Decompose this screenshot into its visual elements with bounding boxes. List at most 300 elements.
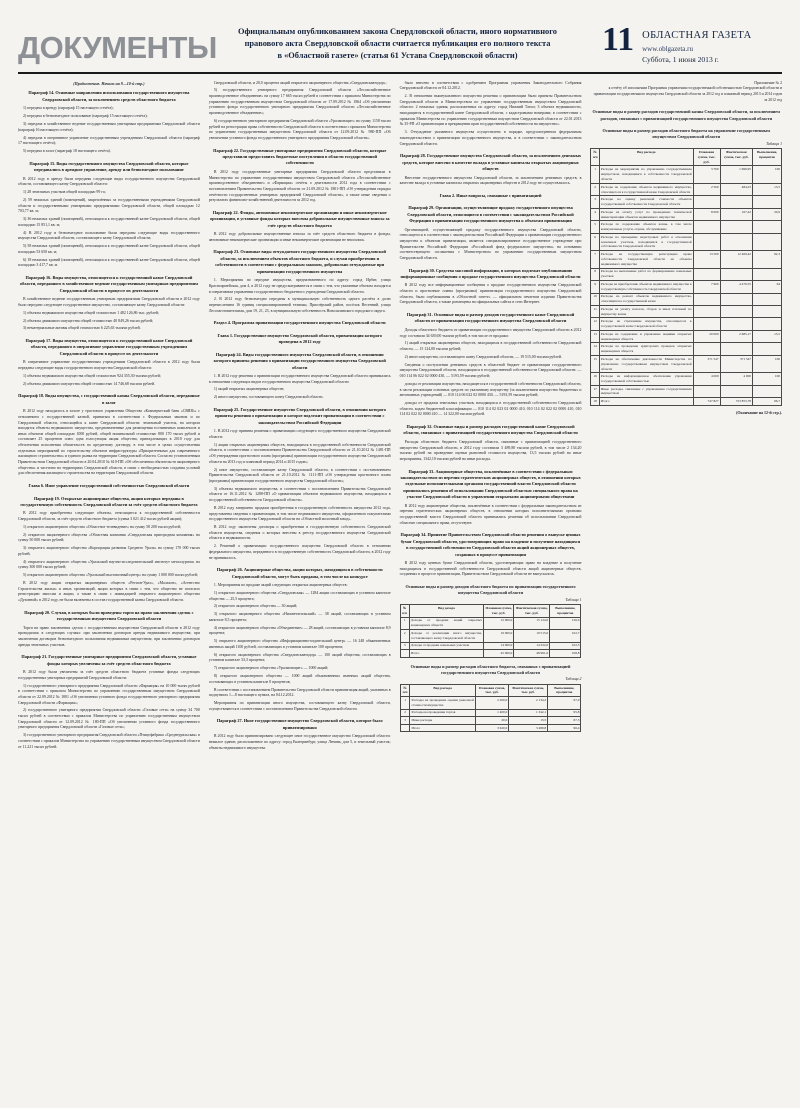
- paragraph-heading: Параграф 30. Средства массовой информации, в которых подлежат опубликованию информационные сообщения о продаже государственного имущества Свердловской области: [400, 267, 581, 279]
- table-cell: [400, 650, 409, 658]
- table-header-cell: Фактическая сумма, тыс. руб.: [514, 605, 550, 617]
- table-header-cell: Вид дохода: [409, 605, 483, 617]
- body-paragraph: 1. Мероприятия по продаже акций следующих открытых акционерных обществ:: [213, 583, 348, 588]
- body-paragraph: 1. В 2012 году решения о приватизации государственного имущества Свердловской области принимались в отношении следующих видов государственного имущества Свердловской области:: [208, 373, 391, 384]
- table-cell: 484,23: [720, 183, 752, 195]
- table-cell: 18: [591, 398, 599, 406]
- body-paragraph: В 2012 году заключены договоры о приобретении в государственную собственность Свердловской области имущества, сведения о которых внесены в реестр государственного имущества Свердловской области и недвижимости.: [208, 525, 391, 541]
- body-paragraph: 2) объекты движимого имущества общей стоимостью 14 746,68 тысячи рублей.: [23, 381, 156, 386]
- paragraph-heading: Параграф 16. Виды имущества, относящегося к государственной казне Свердловской области, переданного в хозяйственное ведение государственным унитарным предприятиям Свердловской области в процессе их деятельности: [19, 274, 198, 293]
- body-paragraph: 2) открытого акционерного общества «Областная компания «Свердловская пригородная компания» на сумму 50 000 тысяч рублей;: [18, 532, 200, 543]
- table-row: [591, 166, 782, 183]
- column-2: [209, 81, 391, 1081]
- body-paragraph: 1) объекты недвижимого имущества общей стоимостью 1 482 126,86 тыс. рублей;: [23, 310, 159, 315]
- table-cell: [753, 268, 782, 280]
- body-paragraph: 3) государственного унитарного предприятия Свердловской области «Птицефабрика «Среднеуральская» в соответствии с приказом Министерства по управлению государственным имуществом Свердловской области от 11.221 тысяч рублей.: [18, 733, 200, 749]
- paragraph-heading: Параграф 14. Основные направления использования государственного имущества Свердловской области, за исключением средств областного бюджета: [28, 90, 190, 102]
- table2-caption: Основные виды и размер расходов областного бюджета, связанных с приватизацией государственного имущества Свердловской области: [410, 663, 571, 675]
- body-paragraph: В 2012 году в аренду были переданы следующие виды государственного имущества Свердловской области, составляющего казну Свердловской области:: [18, 176, 200, 187]
- paper-name: ОБЛАСТНАЯ ГАЗЕТА: [642, 30, 752, 41]
- table-cell: 8 000: [693, 208, 720, 220]
- column-4: [590, 81, 782, 1081]
- table-cell: 8: [591, 268, 599, 280]
- table-row: [591, 208, 782, 220]
- table-cell: 100: [753, 166, 782, 183]
- body-paragraph: 6) открытого акционерного общества «Свердловскавтодор» — 100 акций общества, составляющих в уставном капитале 33,3 процента;: [208, 652, 391, 663]
- table-cell: [753, 305, 782, 317]
- table-cell: 1: [591, 166, 599, 183]
- table-cell: 4 479,55: [720, 281, 752, 293]
- body-paragraph: Организацией, осуществляющей продажу государственного имущества Свердловской области, относящегося в соответствии с законодательством Российской Федерации о приватизации государственного имущества к объектам приватизации, является специализированное государственное учреждение при Правительстве Российской Федерации «Российский фонд федерального имущества» на основании соответствующего соглашения с Министерством по управлению государственным имуществом Свердловской области.: [399, 227, 582, 260]
- table-cell: Расходы на содержание и управление акциями открытых акционерных обществ: [599, 330, 693, 342]
- table-cell: 67,5: [548, 717, 581, 725]
- table-cell: 102,3: [550, 642, 581, 650]
- table-row: [400, 642, 581, 650]
- body-paragraph: 5) открытого акционерного общества «Уральский выставочный центр» на сумму 1 000 000 тысяч рублей;: [23, 573, 198, 578]
- paragraph-heading: Параграф 21. Государственные унитарные предприятия Свердловской области, уставные фонды которых увеличены за счёт средств областного бюджета: [21, 654, 197, 666]
- table-cell: [753, 293, 782, 305]
- body-paragraph: доходы от продажи земельных участков, находящихся в государственной собственности Свердловской области, кодам бюджетной классификации — 010 114 02 023 02 0000 410, 010 114 02 022 02 0000 410, 010 114 02 022 02 0000 410 — 14 322,00 тысячи рублей.: [399, 401, 582, 417]
- table-row: [591, 305, 782, 317]
- body-paragraph: 1) акций открытых акционерных обществ, находящихся в государственной собственности Свердловской области, — 15 124,00 тысячи рублей;: [399, 341, 582, 352]
- table-cell: [400, 724, 410, 732]
- body-paragraph: 6) 18 нежилых зданий (помещений), относящихся к государственной казне Свердловской области, общей площадью 3 417,7 кв. м.: [18, 257, 200, 268]
- table-cell: [693, 268, 720, 280]
- table-cell: [720, 196, 752, 208]
- table-cell: Доходы от продажи земельных участков: [409, 642, 483, 650]
- appendix-title: Основные виды и размер расходов государственной казны Свердловской области, за исключением расходов, связанных с приватизацией государственного имущества Свердловской области: [592, 109, 780, 121]
- table-cell: 64: [753, 281, 782, 293]
- table-cell: 2: [400, 709, 410, 717]
- table-row: [591, 196, 782, 208]
- paragraph-heading: Параграф 25. Государственное имущество Свердловской области, в отношении которого приняты решения о приватизации и которое подлежит приватизации в соответствии с законодательством Российской Федерации: [213, 406, 386, 425]
- paragraph-heading: Глава 6. Иное управление государственной собственностью Свердловской области: [28, 483, 190, 489]
- body-paragraph: 5) государственного унитарного предприятия Свердловской области «Лесохозяйственное производственное объединение» на сумму 17 665 тысяч рублей в соответствии с приказом Министерства по управлению государственным имуществом Свердловской области от 17.09.2012 № 1864 «Об увеличении уставного фонда государственного унитарного предприятия Свердловской области «Лесохозяйственное производственное объединение»;: [208, 88, 391, 116]
- table-cell: 96,4: [548, 724, 581, 732]
- table-cell: 12 469,42: [720, 251, 752, 268]
- table-cell: Расходы на обеспечение деятельности Министерства по управлению государственным имуществом Свердловской области: [599, 355, 693, 372]
- table-cell: 12 000,0: [484, 617, 514, 629]
- table-cell: [753, 196, 782, 208]
- table-cell: Доходы от продажи акций открытых акционерных обществ: [409, 617, 483, 629]
- table-row: [591, 251, 782, 268]
- table-cell: Итого: [409, 650, 483, 658]
- body-paragraph: 3) нематериальные активы общей стоимостью 6 225,63 тысячи рублей.: [23, 326, 141, 331]
- table-cell: 16: [591, 373, 599, 385]
- table-row: [591, 293, 782, 305]
- body-paragraph: В 2012 году ценных бумаг Свердловской области, удостоверяющих право на владение и получение находящихся в государственной собственности Свердловской области акций акционерных обществ, созданных в процессе приватизации, Правительством Свердловской области не выпускалось.: [399, 561, 582, 577]
- body-paragraph: 2) передача в безвозмездное пользование (параграф 15 настоящего отчёта);: [23, 114, 148, 119]
- table2-number: Таблица 2: [565, 677, 582, 682]
- table-header-cell: Выполнение, процентов: [753, 149, 782, 166]
- section-title: ДОКУМЕНТЫ: [18, 30, 217, 65]
- table-cell: [693, 233, 720, 250]
- table-cell: 3 620,0: [475, 724, 508, 732]
- masthead: [18, 22, 782, 74]
- table-header-cell: Вид расхода: [410, 684, 475, 696]
- table-expenses: [590, 148, 782, 406]
- body-paragraph: 1) 28 земельных участков общей площадью 99 га;: [23, 190, 106, 195]
- body-paragraph: В 2012 году акционерные общества, исключённые в соответствии с федеральным законодательством из перечня стратегических акционерных обществ, в отношении которых исполнительными органами государственной власти Свердловской области принимались решения об использовании Свердловской областью специального права, отсутствуют.: [399, 503, 582, 525]
- table-cell: 1: [400, 617, 409, 629]
- body-paragraph: 7) открытого акционерного общества «Уралмонацит» — 1000 акций;: [213, 666, 329, 671]
- body-paragraph: 2) иное имущество, составляющее казну Свердловской области, в соответствии с постановлением Правительства Свердловской области от 21.10.2012 № 1111-ПП «Об утверждении прогнозного плана (программы) приватизации государственного имущества Свердловской области»;: [208, 467, 391, 483]
- body-paragraph: 2) объекты движимого имущества общей стоимостью 40 849,26 тысяч рублей;: [23, 318, 154, 323]
- table-cell: 10: [591, 293, 599, 305]
- body-paragraph: 1) передача в аренду (параграф 15 настоящего отчёта);: [23, 106, 114, 111]
- table-row: [400, 717, 581, 725]
- table-cell: 48 961,0: [514, 650, 550, 658]
- body-paragraph: Свердловской области, и 20,0 процента акций открытого акционерного общества «Свердловскавтодор»;: [213, 80, 387, 85]
- paragraph-heading: Параграф 31. Основные виды и размер доходов государственного казне Свердловской области от приватизации государственного имущества Свердловской области: [406, 312, 575, 324]
- body-paragraph: 1. В 2012 году приняты решения о приватизации следующего государственного имущества Свердловской области:: [208, 429, 391, 439]
- paragraph-heading: Параграф 15. Виды государственного имущества Свердловской области, которые передавались в арендное управление, аренду или безвозмездное пользование: [29, 160, 189, 173]
- table-cell: Расходы на ремонт объектов недвижимого имущества, относящихся к государственной казне: [599, 293, 693, 305]
- table-header-cell: Выполнение, процентов: [548, 684, 581, 696]
- body-paragraph: было внесено в соответствии с одобрением Программы управления Законодательного Собрания Свердловской области от 04.12.2012.: [399, 80, 582, 91]
- body-paragraph: 4) передача в оперативное управление государственным учреждениям Свердловской области (параграф 17 настоящего отчёта);: [18, 135, 200, 146]
- table-header-cell: Фактическая сумма, тыс. руб.: [720, 149, 752, 166]
- table-cell: Расходы на уплату налогов, сборов и иных платежей по имуществу казны: [599, 305, 693, 317]
- table-cell: Расходы на приобретение объектов недвижимого имущества в государственную собственность Свердловской области: [599, 281, 693, 293]
- table-cell: 96,7: [753, 398, 782, 406]
- table-cell: 5: [591, 221, 599, 233]
- table-header-cell: Плановая сумма, тыс. руб.: [475, 684, 508, 696]
- table-row: [591, 355, 782, 372]
- table-cell: Иные расходы, связанные с управлением государственным имуществом: [599, 385, 693, 397]
- table-row: [400, 617, 581, 629]
- table-cell: [693, 293, 720, 305]
- table-cell: Расходы на содержание объектов недвижимого имущества, относящегося к государственной казне Свердловской области: [599, 183, 693, 195]
- appendix-note: [590, 81, 782, 104]
- paragraph-heading: Параграф 24. Виды государственного имущества Свердловской области, в отношении которого приняты решения о приватизации государственного имущества Свердловской области: [213, 351, 386, 370]
- notice-line-3: в «Областной газете» (статья 61 Устава Свердловской области): [277, 51, 518, 61]
- body-paragraph: В 2012 году все информационные сообщения о продаже государственного имущества Свердловской области и прогнозные планы (программы) приватизации государственного имущества Свердловской области, были опубликованы в «Областной газете» — официальном печатном издании Правительства Свердловской области, а также размещены на официальных сайтах в сети Интернет.: [399, 283, 582, 305]
- table-cell: [720, 318, 752, 330]
- issue-date: Суббота, 1 июня 2013 г.: [642, 55, 719, 65]
- paragraph-heading: Параграф 22. Государственные унитарные предприятия Свердловской области, которые представили предоставить бюджетные поступления в области государственной собственности: [213, 147, 387, 166]
- page-number: 11: [602, 21, 635, 58]
- appendix-note-line: к отчёту об исполнении Программы управления государственной собственностью Свердловской области и приватизации государственного имущества Свердловской области за 2012 год и плановый период 2013 и 2014 годов за 2012 год: [593, 86, 783, 102]
- notice-line-1: Официальным опубликованием закона Свердловской области, иного нормативного: [237, 27, 557, 36]
- body-paragraph: 1) открытого акционерного общества «Областное телевидение» на сумму 58 200 тысяч рублей;: [23, 524, 182, 529]
- paragraph-heading: Параграф 18. Виды имущества, с государственной казны Свердловской области, переданные в залог: [18, 393, 200, 405]
- table-cell: Расходы на информационное обеспечение управления государственной собственностью: [599, 373, 693, 385]
- table-cell: 126,0: [550, 617, 581, 629]
- body-paragraph: 4) открытого акционерного общества «Объединение» — 28 акций, составляющих в уставном капитале 8,9 процента;: [208, 625, 391, 636]
- table-cell: Доходы от реализации иного имущества, составляющего казну Свердловской области: [409, 630, 483, 642]
- table-cell: [693, 221, 720, 233]
- body-paragraph: В соответствии с постановлением Правительства Свердловской области приватизация акций, указанных в подпунктах 1—8 настоящего пункта, на 04.12.2012.: [208, 687, 391, 698]
- table-cell: 3: [400, 717, 410, 725]
- table-cell: Расходы на проведение аудиторских проверок открытых акционерных обществ: [599, 343, 693, 355]
- table-cell: 1 342,1: [509, 709, 548, 717]
- paragraph-heading: Параграф 27. Иное государственное имущество Свердловской области, которое было приватизировано: [216, 718, 383, 730]
- table-cell: 747 827: [693, 398, 720, 406]
- table-cell: 20,0: [475, 717, 508, 725]
- paragraph-heading: Раздел 4. Программа приватизации государственного имущества Свердловской области: [213, 320, 386, 326]
- table-cell: Расходы на мероприятия по управлению государственным имуществом, находящимся в собственности Свердловской области: [599, 166, 693, 183]
- table-row: [400, 650, 581, 658]
- body-paragraph: 1. Мероприятия по передаче имущества, предназначенного по адресу: город Ирбит, улица Красноармейская, дом 4, в 2012 году не предусматриваются в связи с тем, что указанные объекты находятся в оперативном управлении государственного бюджетного учреждения Свердловской области.: [208, 278, 391, 294]
- table-cell: 9: [591, 281, 599, 293]
- table1-caption: Основные виды и размер доходов областного бюджета по приватизации государственного имущества Свердловской области: [405, 584, 576, 596]
- body-paragraph: 1) открытого акционерного общества «Свердловская» — 1284 акции составляющих в уставном капитале общества — 25,5 процента;: [208, 590, 391, 601]
- continuation-note: (Продолжение. Начало на 9—10-й стр.): [73, 80, 145, 86]
- table-row: [591, 183, 782, 195]
- table-cell: [693, 343, 720, 355]
- table-doxody: [400, 604, 582, 657]
- body-paragraph: 2) иного имущества, составляющего казну Свердловской области.: [213, 395, 324, 400]
- body-paragraph: 3. Отчуждение указанного имущества осуществлено в порядке, предусмотренном федеральным законодательством о приватизации государственного имущества, и в соответствии с законодательством Свердловской области.: [399, 130, 582, 146]
- body-paragraph: 4) открытого акционерного общества «Уральский научно-исследовательский институт металлургии» на сумму 300 000 тысяч рублей;: [18, 559, 200, 570]
- body-paragraph: 3) объекты недвижимого имущества, в соответствии с постановлением Правительства Свердловской области от 16.11.2012 № 1288-ПП «О приватизации объектов недвижимого имущества, находящихся в государственной собственности Свердловской области».: [208, 486, 391, 503]
- table-row: [591, 398, 782, 406]
- table-cell: [693, 305, 720, 317]
- paragraph-heading: Параграф 34. Принятие Правительством Свердловской области решения о выпуске ценных бумаг Свердловской области, удостоверяющих право на владение и получение находящихся в государственной собственности Свердловской области акций акционерных обществ, созданных в процессе приватизации: [400, 532, 581, 557]
- table-cell: [720, 233, 752, 250]
- body-paragraph: 2. В отношении вышеуказанного имущества решения о приватизации были приняты Правительством Свердловской области и Министерством по управлению государственным имуществом Свердловской области: 2 нежилых здания, расположенных по адресу: город Нижний Тагил; 3 объекта недвижимости, находящиеся в государственной казне Свердловской области, с кадастровыми номерами; в соответствии с приказом Министерства по управлению государственным имуществом Свердловской области от 22.01.2013 № 35-РП «О приватизации и прекращении прав государственной собственности на имущество».: [399, 94, 582, 127]
- table-row: [400, 697, 581, 709]
- table-cell: 15: [591, 355, 599, 372]
- table-header-cell: Вид расхода: [599, 149, 693, 166]
- notice-line-2: правового акта Свердловской области считается публикация его полного текста: [244, 39, 551, 49]
- body-paragraph: В оперативное управление государственным учреждениям Свердловской области в 2012 году были переданы следующие виды государственного имущества Свердловской области:: [18, 360, 200, 370]
- table-cell: 371 547: [720, 355, 752, 372]
- table-cell: 1: [400, 697, 410, 709]
- table-cell: Итого: [410, 724, 475, 732]
- table-cell: 1 699,95: [720, 166, 752, 183]
- table-cell: 2: [400, 630, 409, 642]
- column-3: [400, 81, 582, 1081]
- table-cell: Расходы на государственную регистрацию права собственности Свердловской области на объекты недвижимого имущества: [599, 251, 693, 268]
- table-cell: 1 400,0: [475, 709, 508, 717]
- body-paragraph: 5) открытого акционерного общества «Информационно-издательский центр» — 16 248 обыкновенных именных акций 1100 рублей, составляющих в уставном капитале 100 процентов;: [208, 639, 391, 649]
- paragraph-heading: Параграф 17. Виды имущества, относящегося к государственной казне Свердловской области, переданного в оперативное управление государственным учреждениям Свердловской области в процессе их деятельности: [25, 338, 193, 356]
- table-cell: 45 000,0: [484, 650, 514, 658]
- table-cell: 11: [591, 305, 599, 317]
- table-cell: [720, 221, 752, 233]
- table-header-cell: № п/п: [400, 605, 409, 617]
- table-cell: 2 200,0: [475, 697, 508, 709]
- table-cell: 6: [591, 233, 599, 250]
- body-paragraph: 4) В 2012 году в безвозмездное пользование были переданы следующие виды государственного имущества Свердловской области, составляющего казну Свердловской области;: [18, 230, 200, 241]
- table-header-cell: № п/п: [400, 684, 410, 696]
- table-cell: 17: [591, 385, 599, 397]
- body-paragraph: доходы от реализации имущества, находящегося в государственной собственности Свердловской области, в части реализации основных средств по указанному имуществу (за исключением имущества бюджетных и автономных учреждений) — 010 114 06 022 02 0000 430, — 5193,59 тысячи рублей;: [399, 381, 582, 398]
- body-paragraph: 2) государственного унитарного предприятия Свердловской области «Газовые сети» на сумму 34 700 тысяч рублей в соответствии с приказом Министерства по управлению государственным имуществом Свердловской области от 12.09.2012 № 180-ПП «Об увеличении уставного фонда государственного унитарного предприятия Свердловской области «Газовые сети»;: [18, 708, 200, 730]
- body-paragraph: 2) иного имущества, составляющего казну Свердловской области, — 19 515,00 тысячи рублей.: [404, 354, 562, 359]
- table-cell: 102,7: [550, 630, 581, 642]
- table-cell: Расходы по содержанию объектов казны, в том числе коммунальные услуги, охрана, обслуживание: [599, 221, 693, 233]
- table-row: [591, 233, 782, 250]
- table-cell: 97,0: [548, 697, 581, 709]
- table-cell: [720, 343, 752, 355]
- table-cell: [720, 385, 752, 397]
- appendix-note-line: Приложение № 2: [754, 80, 783, 85]
- body-paragraph: 3) открытого акционерного общества «Корпорация развития Среднего Урала» на сумму 170 000 тысяч рублей;: [18, 546, 200, 556]
- table-cell: Расходы на выполнение работ по формированию земельных участков: [599, 268, 693, 280]
- table-cell: 13,5: [753, 183, 782, 195]
- table-cell: [693, 385, 720, 397]
- paragraph-heading: Глава 2. Иные вопросы, связанные с приватизацией: [439, 192, 542, 198]
- paragraph-heading: Параграф 22. Фонды, автономные некоммерческие организации и иные некоммерческие организации, в уставные фонды которых внесены добровольные имущественные взносы за счёт средств областного бюджета: [209, 209, 390, 228]
- table-cell: 3 700: [693, 166, 720, 183]
- table-cell: 4 000: [720, 373, 752, 385]
- table-cell: 12: [591, 318, 599, 330]
- column-1: [18, 81, 200, 1081]
- table-cell: 4: [591, 208, 599, 220]
- body-paragraph: В 2012 году добровольные имущественные взносы за счёт средств областного бюджета в фонды, автономные некоммерческие организации и иные некоммерческие организации не вносились.: [208, 232, 391, 242]
- table-cell: 14: [591, 343, 599, 355]
- table-cell: 100: [753, 355, 782, 372]
- table-row: [591, 385, 782, 397]
- paragraph-heading: Параграф 32. Основные виды и размер расходов государственной казне Свердловской области, связанных с приватизацией государственного имущества Свердловской области: [403, 424, 578, 436]
- table-cell: 4 000: [693, 373, 720, 385]
- body-paragraph: 2) 59 нежилых зданий (помещений), закреплённых за государственными учреждениями Свердловской области и государственными унитарными предприятиями Свердловской области, общей площадью 12 703,77 кв. м;: [18, 197, 200, 214]
- table-cell: [693, 196, 720, 208]
- table-cell: 371 547: [693, 355, 720, 372]
- body-paragraph: 6) государственного унитарного предприятия Свердловской области «Уралмонацит» на сумму 1158 тысяч рублей на регистрации права собственности Свердловской области в соответствии с приказом Министерства по управлению государственным имуществом Свердловской области от 12.09.2012 № 980-ПП «Об увеличении уставного фонда государственного унитарного предприятия Свердловской области».: [208, 118, 391, 140]
- column-2-body: [209, 81, 391, 752]
- table-cell: Расходы на проведение оценки рыночной стоимости имущества: [410, 697, 475, 709]
- table-row: [591, 221, 782, 233]
- table-cell: 14 322,0: [514, 642, 550, 650]
- table-cell: 19 515,0: [514, 630, 550, 642]
- table-cell: Расходы на проведение торгов: [410, 709, 475, 717]
- body-paragraph: В 2012 году находилось в залоге у трастового управления Общества «Коммерческий банк «СВЯЗЬ» с отношением с государственной казной, принятым в соответствии с Федеральным законом и по Свердловской области, относящейся к казне Свердловской области: земельный участок, на котором находятся объекты недвижимого имущества, предназначенные для размещения гостиничных комплексов и иных объектов общей площадью 1000 рублей, общей номинальной стоимостью 800 170 тысяч рублей и составляет 25 процентов плюс одна голосующая акция общества, принадлежащих в 2010 году для обеспечения исполнения обязательств по кредитному договору, в том числе в целях осуществления отдельных мероприятий по строительству объектов инфраструктуры «Приоритетными для современного жилищного строительства» и единого рынка на территории Свердловской области. Согласно установленным Правительством Свердловской области в 20.04.2010 № 610-ПП «Об обеспечении обязательств акционерного общества» и частично на территориях Свердловской области, в связи с необходимостью создания условий для обеспечения жилищного строительства на территории Свердловской области.: [18, 409, 200, 476]
- table-row: [591, 318, 782, 330]
- body-paragraph: 1) акции открытых акционерных обществ, находящихся в государственной собственности Свердловской области, в соответствии с постановлением Правительства Свердловской области от 21.10.2012 № 1481-ПП «Об утверждении прогнозного плана (программы) приватизации государственного имущества Свердловской области на 2013 год и плановый период 2014 и 2015 годов»;: [208, 442, 391, 464]
- body-paragraph: 3) 36 нежилых зданий (помещений), относящихся к государственной казне Свердловской области, общей площадью 15 851,1 кв. м;: [18, 217, 200, 227]
- body-paragraph: 5) передача в залог (параграф 18 настоящего отчёта).: [23, 149, 111, 153]
- table-cell: [720, 293, 752, 305]
- table-cell: 3 489,8: [509, 724, 548, 732]
- table-cell: 95,8: [548, 709, 581, 717]
- table-header-cell: Фактическая сумма, тыс. руб.: [509, 684, 548, 696]
- table-cell: 3: [591, 196, 599, 208]
- table-cell: [753, 385, 782, 397]
- body-paragraph: Расходы областного бюджета Свердловской области, связанные с приватизацией государственного имущества Свердловской области, в 2012 году составили 3 489,80 тысячи рублей, в том числе 2 134,20 тысячи рублей на проведение оценки рыночной стоимости имущества, 13,5 тысячи рублей на иные мероприятия, 1342,10 тысячи рублей на иные расходы.: [399, 439, 582, 461]
- body-paragraph: Торги на право заключения сделок с государственным имуществом Свердловской области в 2012 году проводились в следующих случаях: при заключении договоров аренды недвижимого имущества; при заключении договоров безвозмездного пользования недвижимым имуществом; при заключении договоров аренды земельных участков.: [18, 625, 200, 647]
- table-row: [591, 373, 782, 385]
- paragraph-heading: Параграф 33. Акционерные общества, исключённые в соответствии с федеральным законодательством из перечня стратегических акционерных обществ, в отношении которых отдельные исполнительными органами государственной власти Свердловской области принимались решения об использовании Свердловской областью специального права на участие Свердловской области в управлении открытыми акционерными обществами: [400, 468, 581, 500]
- table-cell: 2 134,2: [509, 697, 548, 709]
- table-cell: 7: [591, 251, 599, 268]
- table-cell: [720, 268, 752, 280]
- paper-website[interactable]: www.oblgazeta.ru: [642, 44, 693, 53]
- table-cell: [753, 343, 782, 355]
- table-header-cell: Плановая сумма, тыс. руб.: [693, 149, 720, 166]
- table1-number: Таблица 1: [565, 597, 582, 602]
- body-paragraph: Сведения о поступлении денежных средств в областной бюджет от приватизации государственного имущества Свердловской области, находящихся в государственной собственности Свердловской области: — 010 114 06 022 02 0000 430, — 5193,59 тысячи рублей;: [399, 362, 582, 379]
- table-cell: 2: [591, 183, 599, 195]
- table-cell: Иные расходы: [410, 717, 475, 725]
- table-cell: 2 500: [693, 183, 720, 195]
- body-paragraph: 1) акций открытых акционерных обществ;: [213, 387, 285, 392]
- table-row: [591, 343, 782, 355]
- appendix-table-caption: Основные виды и размер расходов областного бюджета на управление государственным имуществом Свердловской области: [602, 127, 770, 140]
- paragraph-heading: Параграф 20. Случаи, в которых были проведены торги на право заключения сделок с государственным имуществом Свердловской области: [24, 609, 194, 622]
- body-paragraph: Внесение государственного имущества Свердловской области, за исключением денежных средств, в качестве вклада в уставные капиталы открытых акционерных обществ в 2012 году не осуществлялось.: [399, 175, 582, 186]
- column-1-body: [18, 90, 200, 750]
- table-cell: 15 124,0: [514, 617, 550, 629]
- table-cell: [753, 318, 782, 330]
- continuation-footnote: (Окончание на 12-й стр.).: [736, 409, 783, 415]
- table-row: [591, 281, 782, 293]
- body-paragraph: В 2012 году приобретены следующие объекты, относящиеся к государственной собственности Свердловской области, за счёт средств областного бюджета (сумма 3 021 412 тысяч рублей акции);: [18, 511, 200, 522]
- table-cell: 13 500: [693, 251, 720, 268]
- article-columns: [18, 81, 782, 1081]
- table-cell: 723 853,78: [720, 398, 752, 406]
- table-row: [591, 330, 782, 342]
- masthead-notice: [193, 22, 602, 63]
- body-paragraph: Доходы областного бюджета от приватизации государственного имущества Свердловской области в 2012 году составили 34 639,00 тысячи рублей, в том числе от продажи:: [399, 327, 582, 338]
- paragraph-heading: Глава 1. Государственное имущество Свердловской области, приватизация которого проведена в 2012 году: [217, 332, 382, 345]
- table-cell: [693, 318, 720, 330]
- body-paragraph: 2. Решений о приватизации государственного имущества Свердловской области в отношении федерального имущества, переданного в государственную собственность Свердловской области, в 2012 году не принималось.: [208, 544, 391, 560]
- paragraph-heading: Параграф 19. Открытые акционерные общества, акции которых переданы в государственную собственность Свердловской области за счёт средств областного бюджета: [20, 495, 198, 507]
- table-cell: Расходы на страхование имущества, относящегося к государственной казне Свердловской области: [599, 318, 693, 330]
- table-cell: 20,9: [753, 208, 782, 220]
- table-row: [591, 268, 782, 280]
- body-paragraph: 8) открытого акционерного общества — 1000 акций обыкновенных именных акций общества, составляющих в уставном капитале 0 процентов;: [208, 674, 391, 684]
- body-paragraph: В 2012 году были увеличены за счёт средств областного бюджета уставные фонды следующих государственных унитарных предприятий Свердловской области:: [18, 670, 200, 680]
- paragraph-heading: Параграф 23. Основные виды отчуждаемого государственного имущества Свердловской области, за исключением объектов областного бюджета, и случаи приобретения и собственности в соответствии с федеральным законом, добровольно отчуждаемые при приватизации государственного имущества: [213, 249, 387, 274]
- table-cell: 14 000,0: [484, 642, 514, 650]
- body-paragraph: 1) государственного унитарного предприятия Свердловской области «Фармация» на 10 000 тысяч рублей в соответствии с приказом Министерства по управлению государственным имуществом Свердловской области от 22.09.2012 № 1801 «Об увеличении уставного фонда государственного унитарного предприятия Свердловской области «Фармация»;: [18, 683, 200, 705]
- body-paragraph: В хозяйственное ведение государственным унитарным предприятиям Свердловской области в 2012 году было передано следующее государственное имущество, составляющее казну Свердловской области:: [18, 297, 200, 307]
- table-cell: 20 000: [693, 330, 720, 342]
- table-cell: 13: [591, 330, 599, 342]
- table-cell: Расходы на оплату услуг по проведению технической инвентаризации объектов недвижимого имущества: [599, 208, 693, 220]
- paragraph-heading: Параграф 29. Организации, осуществляющие продажу государственного имущества Свердловской области, относящиеся в соответствии с законодательством Российской Федерации о приватизации государственного имущества к объектам приватизации: [407, 205, 574, 224]
- table-cell: 2 685,17: [720, 330, 752, 342]
- body-paragraph: В 2012 году было приватизировано следующее иное государственное имущество Свердловской области: нежилое здание, расположенное по адресу: город Екатеринбург, улица Ленина, дом 5, и земельный участок; объекты недвижимого имущества.: [208, 734, 391, 750]
- body-paragraph: 2. В 2012 году безвозмездно переданы в муниципальную собственность одного расчёта в долю перечислением 16 единиц специализированной техники, Приозёрский район, посёлок Весенний, улица Лесозаготовительная, дом 19, 21, 23, в муниципальную собственность Новолялинского городского округа.: [208, 297, 391, 313]
- table-cell: 167,42: [720, 208, 752, 220]
- body-paragraph: В 2012 году акции открытых акционерных обществ «Регион-Урал», «Малахит», «Агентство Строительства жилья» и иных организаций, акции которых в связи с тем, что общество не погасило регистрацию эмиссии и акции, а также в связи с ликвидацией открытого акционерного общества «Духовной» в 2012 году, не были включены в состав государственной казны Свердловской области.: [18, 581, 200, 603]
- body-paragraph: 5) 58 нежилых зданий (помещений), относящихся к государственной казне Свердловской области, общей площадью 53 650 кв. м;: [18, 244, 200, 254]
- table-rashody: [400, 684, 582, 733]
- table-cell: 92,3: [753, 251, 782, 268]
- table-cell: 13,5: [753, 330, 782, 342]
- body-paragraph: 2) открытого акционерного общества — 30 акций;: [213, 604, 298, 609]
- table-cell: 19 000,0: [484, 630, 514, 642]
- table-cell: [753, 221, 782, 233]
- body-paragraph: 3) передача в хозяйственное ведение государственным унитарным предприятиям Свердловской области (параграф 16 настоящего отчёта);: [18, 122, 200, 132]
- table-cell: Расходы на оценку рыночной стоимости объектов государственной собственности Свердловской области: [599, 196, 693, 208]
- paragraph-heading: Параграф 26. Акционерные общества, акции которых, находящихся в собственности Свердловской области, могут быть проданы, в том числе на конкурсе: [216, 567, 383, 579]
- table-cell: 7 900: [693, 281, 720, 293]
- table-cell: [753, 233, 782, 250]
- table-cell: 3: [400, 642, 409, 650]
- table-header-cell: Выполнение, процентов: [550, 605, 581, 617]
- table-row: [400, 709, 581, 717]
- table-cell: 13,5: [509, 717, 548, 725]
- body-paragraph: Мероприятия по приватизации иного имущества, составляющего казну Свердловской области, осуществляются в соответствии с постановлением Правительства Свердловской области.: [208, 701, 391, 711]
- body-paragraph: В 2012 году государственные унитарные предприятия Свердловской области представили в Министерство по управлению государственным имуществом Свердловской области «Лесохозяйственное производственное объединение» и «Фармация» отчёты о деятельности 2012 года в соответствии с постановлением Правительства Свердловской области от 21.09.2012 № 1801-ПП «Об утверждении порядка отчётности государственных унитарных предприятий Свердловской области», а также иные сведения о результатах финансово-хозяйственной деятельности за 2012 год.: [208, 169, 391, 203]
- column-3-body: [400, 81, 582, 578]
- body-paragraph: 1) объекты недвижимого имущества общей стоимостью 924 355,30 тысячи рублей;: [23, 373, 161, 378]
- table-cell: Итого: [599, 398, 693, 406]
- body-paragraph: 3) открытого акционерного общества «Нижнетагильский» — 38 акций, составляющих в уставном капитале 8,5 процента;: [208, 612, 391, 622]
- paragraph-heading: Параграф 28. Государственное имущество Свердловской области, за исключением денежных средств, которое внесено в качестве вклада в уставные капиталы открытых акционерных обществ: [399, 153, 582, 172]
- table-header-cell: № п/п: [591, 149, 599, 166]
- appendix-table-number: Таблица 1: [766, 141, 783, 146]
- table-row: [400, 630, 581, 642]
- masthead-right: [602, 22, 782, 66]
